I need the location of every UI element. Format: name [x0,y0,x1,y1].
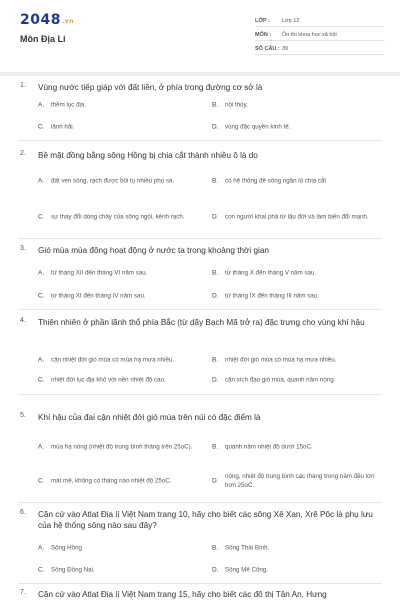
option-letter: A. [38,269,45,277]
site-logo[interactable] [20,12,74,28]
logo-suffix: .vn [61,18,74,25]
option-letter: D. [212,292,219,300]
option-c[interactable] [38,289,208,303]
option-letter: A. [38,101,45,109]
option-text: cận nhiệt đới gió mùa có mùa hạ mưa nhiều. [51,356,175,364]
question-divider [18,583,382,584]
option-letter: B. [212,356,219,364]
question-text: Khí hậu của đai cận nhiệt đới gió mùa trên núi có đặc điểm là [38,413,261,422]
option-letter: C. [38,477,45,485]
option-a[interactable] [38,347,208,373]
question-text: Vùng nước tiếp giáp với đất liền, ở phía trong đường cơ sở là [38,83,263,92]
option-letter: C. [38,213,45,221]
question-number: 1. [20,82,26,89]
logo-main: 2048 [20,12,61,28]
option-letter: D. [212,123,219,131]
option-letter: C. [38,123,45,131]
question-text: Căn cứ vào Atlat Địa lí Việt Nam trang 15, hãy cho biết các đô thị Tân An, Hưng [38,590,327,599]
meta-row-subject [255,30,385,41]
question-divider [18,309,382,310]
question-text: Gió mùa mùa đông hoạt động ở nước ta trong khoảng thời gian [38,246,269,255]
header-divider [0,72,400,76]
option-text: Sông Mê Công. [225,566,268,574]
question-number: 6. [20,509,26,516]
option-letter: B. [212,177,219,185]
meta-row-class [255,16,385,27]
option-a[interactable] [38,98,208,112]
option-b[interactable] [212,353,382,367]
option-d[interactable] [212,468,382,494]
option-text: mát mẻ, không có tháng nào nhiệt độ 25oC. [51,477,172,485]
option-text: Sông Thái Bình. [225,544,270,552]
question-text: Bề mặt đồng bằng sông Hồng bị chia cắt thành nhiều ô là do [38,151,258,160]
option-letter: B. [212,544,219,552]
option-text: cận xích đạo gió mùa, quanh năm nóng. [225,376,336,384]
subject-title: Môn Địa Lí [20,34,66,44]
option-text: nhiệt đới gió mùa có mùa hạ mưa nhiều. [225,356,337,364]
option-text: nhiệt đới lục địa khô với nền nhiệt độ cao. [51,376,166,384]
option-a[interactable] [38,434,208,460]
option-text: Sông Đồng Nai. [51,566,95,574]
option-a[interactable] [38,168,208,194]
question-number: 7. [20,589,26,596]
option-text: từ tháng XII đến tháng VI năm sau. [51,269,148,277]
option-letter: C. [38,292,45,300]
question-number: 5. [20,412,26,419]
question-divider [18,140,382,141]
meta-value: Lớp 12 [282,18,300,24]
option-text: thềm lục địa. [51,101,87,109]
option-letter: B. [212,269,219,277]
option-a[interactable] [38,266,208,280]
option-d[interactable] [212,563,382,577]
question-divider [18,238,382,239]
option-text: vùng đặc quyền kinh tế. [225,123,291,131]
option-letter: B. [212,101,219,109]
option-d[interactable] [212,289,382,303]
option-b[interactable] [212,440,382,454]
option-text: con người khai phá từ lâu đời và làm biến đổi mạnh. [225,213,369,221]
option-letter: A. [38,356,45,364]
meta-label: LỚP : [255,18,270,24]
option-letter: D. [212,477,219,485]
option-text: lãnh hải. [51,123,75,131]
option-d[interactable] [212,373,382,387]
option-text: từ tháng XI đến tháng IV năm sau. [51,292,146,300]
meta-label: MÔN : [255,32,272,38]
option-c[interactable] [38,373,212,387]
meta-label: SỐ CÂU : [255,46,280,52]
option-text: từ tháng X đến tháng V năm sau. [225,269,317,277]
option-a[interactable] [38,541,208,555]
meta-value: Ôn thi khoa học xã hội [282,32,337,38]
option-text: Sông Hồng [51,544,82,552]
option-letter: B. [212,443,219,451]
option-b[interactable] [212,541,382,555]
option-text: nóng, nhiệt độ trung bình các tháng trong năm đều lớn hơn 25oC. [225,473,375,489]
option-b[interactable] [212,168,382,194]
option-letter: A. [38,544,45,552]
question-divider [18,502,382,503]
option-c[interactable] [38,120,208,134]
meta-row-count [255,44,385,55]
option-text: nội thủy. [225,101,248,109]
option-text: mùa hạ nóng (nhiệt độ trung bình tháng trên 25oC). [51,443,193,451]
option-text: quanh năm nhiệt độ dưới 15oC. [225,443,313,451]
question-number: 3. [20,245,26,252]
option-text: đất ven sông, rạch được bồi tụ nhiều phù sa. [51,177,175,185]
option-d[interactable] [212,204,382,230]
option-letter: D. [212,566,219,574]
option-c[interactable] [38,468,208,494]
question-divider [18,394,382,395]
question-text: Căn cứ vào Atlat Địa lí Việt Nam trang 10, hãy cho biết các sông Xê Xan, Xrê Pôc là phụ lưu của hệ thống sông nào sau đây? [38,510,373,530]
option-letter: C. [38,376,45,384]
option-b[interactable] [212,98,382,112]
option-text: có hệ thống đê sông ngăn lũ chia cắt [225,177,327,185]
question-text: Thiên nhiên ở phần lãnh thổ phía Bắc (từ dãy Bạch Mã trở ra) đặc trưng cho vùng khí hậu [38,318,365,327]
option-text: từ tháng IX đến tháng III năm sau. [225,292,319,300]
meta-value: 39 [282,46,289,52]
option-c[interactable] [38,204,208,230]
option-letter: A. [38,177,45,185]
question-number: 2. [20,150,26,157]
option-letter: D. [212,376,219,384]
option-letter: D. [212,213,219,221]
option-c[interactable] [38,563,208,577]
exam-header [0,0,400,72]
option-text: sự thay đổi dòng chảy của sông ngòi, kênh rạch. [51,213,185,221]
option-letter: A. [38,443,45,451]
option-d[interactable] [212,120,382,134]
option-b[interactable] [212,266,382,280]
question-number: 4. [20,317,26,324]
option-letter: C. [38,566,45,574]
